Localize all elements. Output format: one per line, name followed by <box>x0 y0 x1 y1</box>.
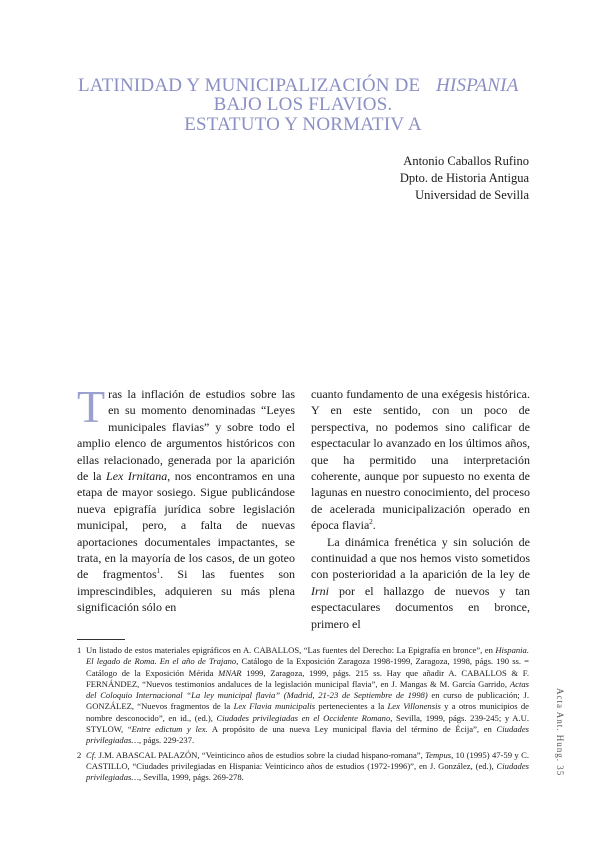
text-run: en curso de publicación; J. GONZÁLEZ, “Nuevos fragmentos de la <box>86 690 529 712</box>
text-run: Catálogo de la Exposición Zaragoza 1998-1999, Zaragoza, 1998, págs. 190 ss. = Catálogo de la Exposición Mérida <box>86 656 529 678</box>
lex-irnitana: Lex Irnitana <box>106 469 168 484</box>
text-run: La dinámica frenética y sin solución de continuidad a que nos hemos visto sometidos con posterioridad a la aparición de la ley de <box>311 534 530 582</box>
text-run: y a otros municipios de nombre desconocido”, en id., (ed.), <box>86 701 529 723</box>
body-column-right <box>311 386 530 632</box>
author-name: Antonio Caballos Rufino <box>403 154 529 168</box>
italic-run: Lex Flavia municipalis <box>233 701 316 712</box>
article-title-line-3: ESTATUTO Y NORMATIV A <box>184 114 422 135</box>
text-run: , págs. 229-237. <box>139 735 195 746</box>
text-run: pertenecientes a la <box>315 701 388 712</box>
footnote-2 <box>77 750 529 784</box>
text-run: A propósito de una nueva Ley municipal flavia del término de Écija”, en <box>207 724 497 735</box>
drop-cap: T <box>77 381 106 432</box>
text-run: . <box>372 518 376 533</box>
italic-run: Tempus, <box>425 749 454 760</box>
text-run: Sevilla, 1999, págs. 239-245; y A.U. STYLOW, “ <box>86 712 529 735</box>
footnote-number: 1 <box>77 645 82 655</box>
text-run: 1999, Zaragoza, 1999, págs. 215 ss. Hay que añadir A. CABALLOS & F. FERNÁNDEZ, “Nuevos testimonios andaluces de la legislación municipal flavia”, en J. Mangas & M. García Garrido, <box>86 667 530 689</box>
footnote-ref-1[interactable]: 1 <box>156 567 161 576</box>
italic-run: Cf. <box>86 749 97 760</box>
italic-run: MNAR <box>218 667 242 678</box>
title-line-1-start: LATINIDAD Y MUNICIPALIZACIÓN DE <box>78 75 421 96</box>
author-university: Universidad de Sevilla <box>415 188 529 202</box>
italic-run: Actas del Coloquio Internacional “La ley municipal flavia” (Madrid, 21-23 de Septiembre de 1998) <box>86 678 529 701</box>
text-run: cuanto fundamento de una exégesis histórica. Y en este sentido, con un poco de perspectiva, no podemos sino calificar de espectacular lo avanzado en los últimos años, que ha permitido una interpretación coherente, aunque por supuesto no exenta de lagunas en nuestro conocimiento, del proceso de acelerada municipalización operado en época flavia <box>311 387 530 533</box>
article-title-line-2: BAJO LOS FLAVIOS. <box>213 94 393 115</box>
footnote-ref-2[interactable]: 2 <box>369 518 373 527</box>
text-run: . Si las fuentes son imprescindibles, adquieren su más plena significación sólo en <box>77 567 295 615</box>
title-hispania: HISPANIA <box>436 75 519 96</box>
italic-run: Ciudades privilegiadas… <box>86 760 529 783</box>
text-run: , nos encontramos en una etapa de mayor sosiego. Sigue publicándose nueva epigrafía jurídica sobre legislación municipal, pero, a falta de nuevas aportaciones documentales impactantes, se trata, en la mayoría de los casos, de un goteo de fragmentos <box>77 469 295 582</box>
text-run: , Sevilla, 1999, págs. 269-278. <box>139 772 244 783</box>
article-title-line-1 <box>78 75 568 96</box>
text-run: J.M. ABASCAL PALAZÓN, “Veinticinco años de estudios sobre la ciudad hispano-romana”, <box>96 749 426 760</box>
body-column-left <box>77 381 295 616</box>
author-department: Dpto. de Historia Antigua <box>399 171 529 185</box>
paragraph <box>77 381 295 616</box>
text-run: Un listado de estos materiales epigráficos en A. CABALLOS, “Las fuentes del Derecho: La Epigrafía en bronce”, en <box>86 645 496 655</box>
italic-run: Ciudades privilegiadas en el Occidente Romano, <box>216 712 393 723</box>
italic-run: Entre edictum y lex. <box>131 724 208 735</box>
footnote-number: 2 <box>77 749 82 760</box>
paragraph <box>311 386 530 534</box>
footnote-divider <box>77 639 125 640</box>
italic-run: Lex Villonensis <box>387 701 441 712</box>
italic-run: Ciudades privilegiadas… <box>86 724 530 746</box>
paragraph <box>311 534 530 632</box>
text-run: por el hallazgo de nuevos y tan espectaculares documentos en bronce, primero el <box>311 583 530 631</box>
side-margin-text: Acta Ant. Hung. 35 <box>555 688 565 777</box>
irni: Irni <box>311 583 329 598</box>
text-run: 10 (1995) 47-59 y C. CASTILLO, “Ciudades privilegiadas en Hispania: Veinticinco años de estudios (1972-1996)”, en J. González, (ed.), <box>86 749 529 771</box>
footnote-1 <box>77 645 529 747</box>
footnotes <box>77 645 529 787</box>
italic-run: Hispania. El legado de Roma. En el año de Trajano, <box>86 645 529 667</box>
text-run: ras la inflación de estudios sobre las en su momento denominadas “Leyes municipales flavias” y sobre todo el amplio elenco de argumentos históricos con ellas relacionado, generada por la aparición de la <box>77 387 295 484</box>
